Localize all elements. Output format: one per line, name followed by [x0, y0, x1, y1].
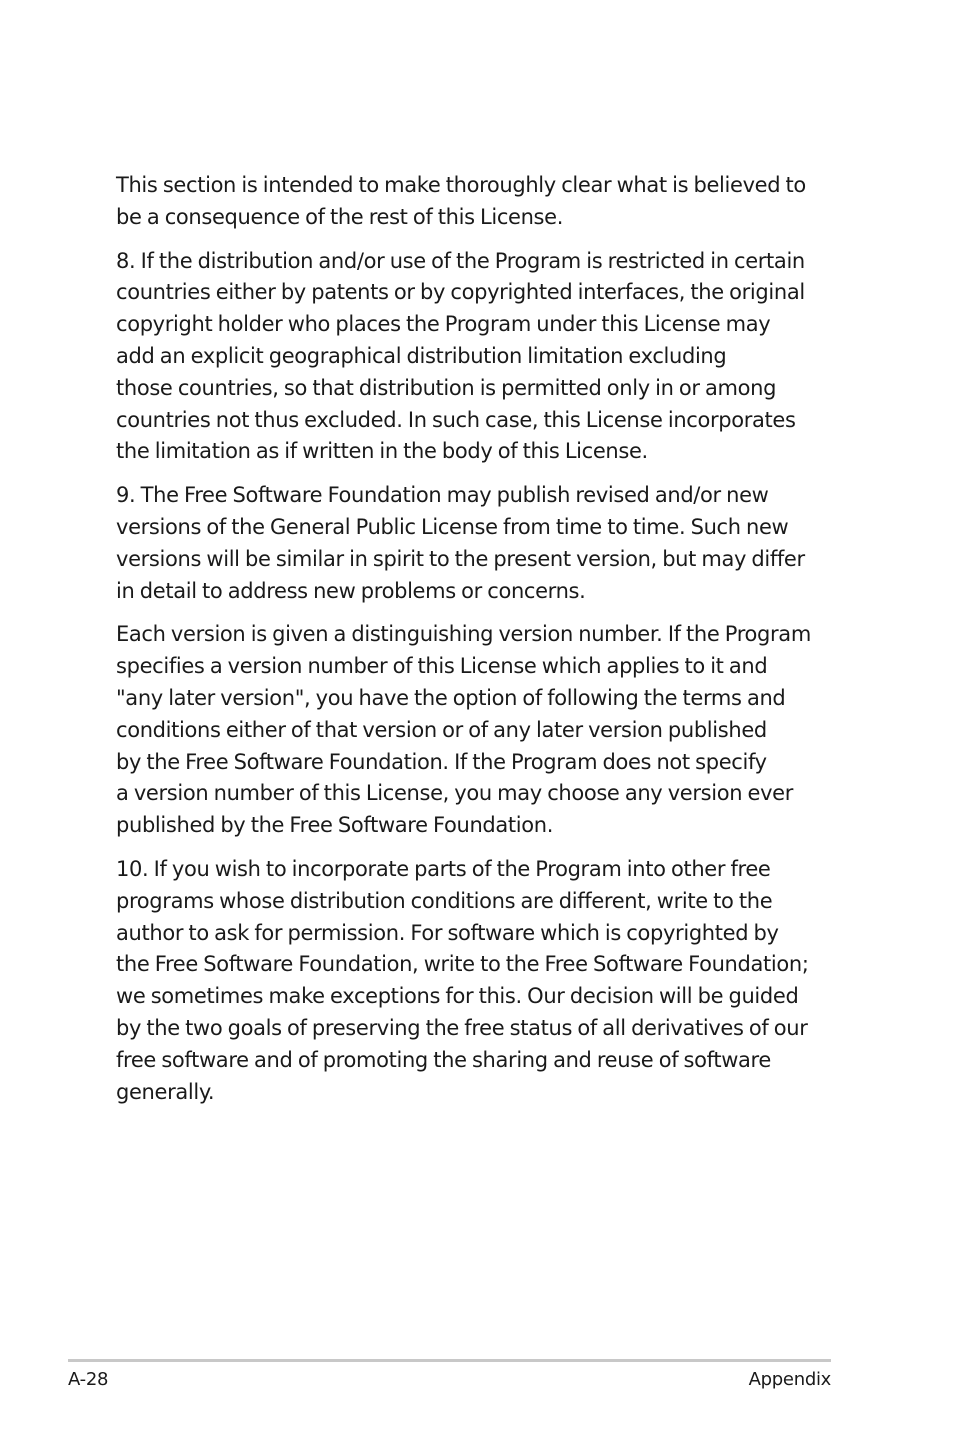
footer-divider: [68, 1359, 831, 1362]
text-line: programs whose distribution conditions are different, write to the: [116, 888, 773, 913]
text-line: add an explicit geographical distribution limitation excluding: [116, 343, 727, 368]
text-line: author to ask for permission. For software which is copyrighted by: [116, 920, 779, 945]
text-line: in detail to address new problems or concerns.: [116, 578, 586, 603]
text-line: versions of the General Public License from time to time. Such new: [116, 514, 789, 539]
paragraph-intro: [116, 170, 846, 234]
text-line: 8. If the distribution and/or use of the Program is restricted in certain: [116, 248, 805, 273]
text-line: the Free Software Foundation, write to the Free Software Foundation;: [116, 952, 809, 977]
text-line: copyright holder who places the Program under this License may: [116, 312, 771, 337]
paragraph-section-8: [116, 246, 846, 469]
text-line: published by the Free Software Foundation.: [116, 813, 554, 838]
text-line: specifies a version number of this License which applies to it and: [116, 654, 768, 679]
page-number: A-28: [68, 1369, 109, 1390]
text-line: This section is intended to make thoroughly clear what is believed to: [116, 173, 806, 197]
text-line: 10. If you wish to incorporate parts of the Program into other free: [116, 856, 771, 881]
text-line: "any later version", you have the option of following the terms and: [116, 685, 786, 710]
text-line: generally.: [116, 1079, 215, 1104]
text-line: countries either by patents or by copyrighted interfaces, the original: [116, 280, 805, 305]
paragraph-version-numbers: [116, 619, 846, 842]
text-line: we sometimes make exceptions for this. Our decision will be guided: [116, 984, 799, 1009]
text-line: 9. The Free Software Foundation may publish revised and/or new: [116, 483, 769, 508]
text-line: the limitation as if written in the body of this License.: [116, 439, 648, 464]
text-line: by the Free Software Foundation. If the Program does not specify: [116, 749, 767, 774]
text-line: countries not thus excluded. In such case, this License incorporates: [116, 407, 796, 432]
text-line: by the two goals of preserving the free status of all derivatives of our: [116, 1015, 808, 1040]
text-line: Each version is given a distinguishing version number. If the Program: [116, 622, 811, 647]
paragraph-section-9: [116, 480, 846, 607]
text-line: those countries, so that distribution is permitted only in or among: [116, 375, 777, 400]
section-name: Appendix: [748, 1369, 831, 1390]
text-line: be a consequence of the rest of this License.: [116, 204, 564, 229]
text-line: free software and of promoting the sharing and reuse of software: [116, 1047, 771, 1072]
paragraph-section-10: [116, 854, 846, 1108]
page-body: [116, 170, 846, 1120]
text-line: versions will be similar in spirit to the present version, but may differ: [116, 546, 805, 571]
text-line: a version number of this License, you may choose any version ever: [116, 781, 794, 806]
text-line: conditions either of that version or of any later version published: [116, 717, 767, 742]
